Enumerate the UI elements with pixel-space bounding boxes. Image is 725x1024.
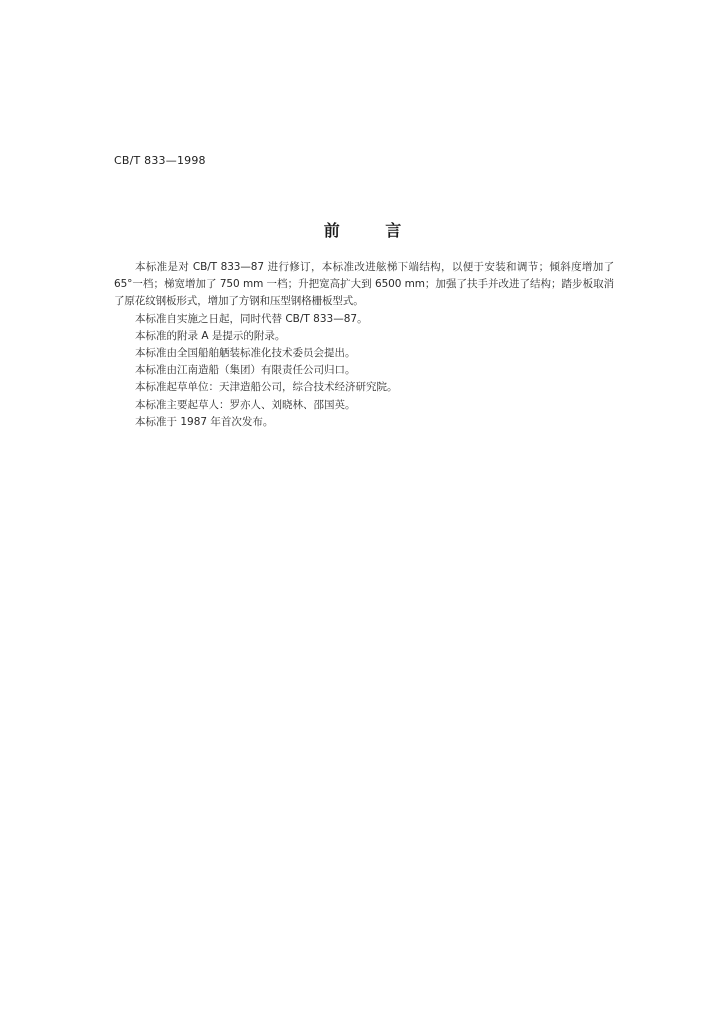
preface-paragraph: 本标准起草单位：天津造船公司，综合技术经济研究院。 — [135, 381, 398, 394]
preface-paragraph: 本标准主要起草人：罗亦人、刘晓林、邵国英。 — [135, 398, 356, 411]
preface-paragraph: 本标准于 1987 年首次发布。 — [135, 415, 274, 428]
preface-paragraph: 本标准由全国船舶舾装标准化技术委员会提出。 — [135, 347, 356, 360]
preface-paragraph: 本标准的附录 A 是提示的附录。 — [135, 329, 286, 342]
preface-paragraph: 本标准是对 CB/T 833—87 进行修订，本标准改进舷梯下端结构，以便于安装和调节；倾斜度增加了 65°一档；梯宽增加了 750 mm 一档；升把宽高扩大到 6500 mm；加强了扶手并改进了结构；踏步板取消了原花纹钢板形式，增加了方钢和压型钢格栅板型式。 — [114, 261, 614, 308]
preface-paragraph: 本标准自实施之日起，同时代替 CB/T 833—87。 — [135, 312, 368, 325]
preface-body — [114, 259, 614, 431]
section-title: 前 言 — [323, 221, 402, 240]
preface-paragraph: 本标准由江南造船（集团）有限责任公司归口。 — [135, 364, 356, 377]
document-code: CB/T 833—1998 — [114, 154, 206, 167]
